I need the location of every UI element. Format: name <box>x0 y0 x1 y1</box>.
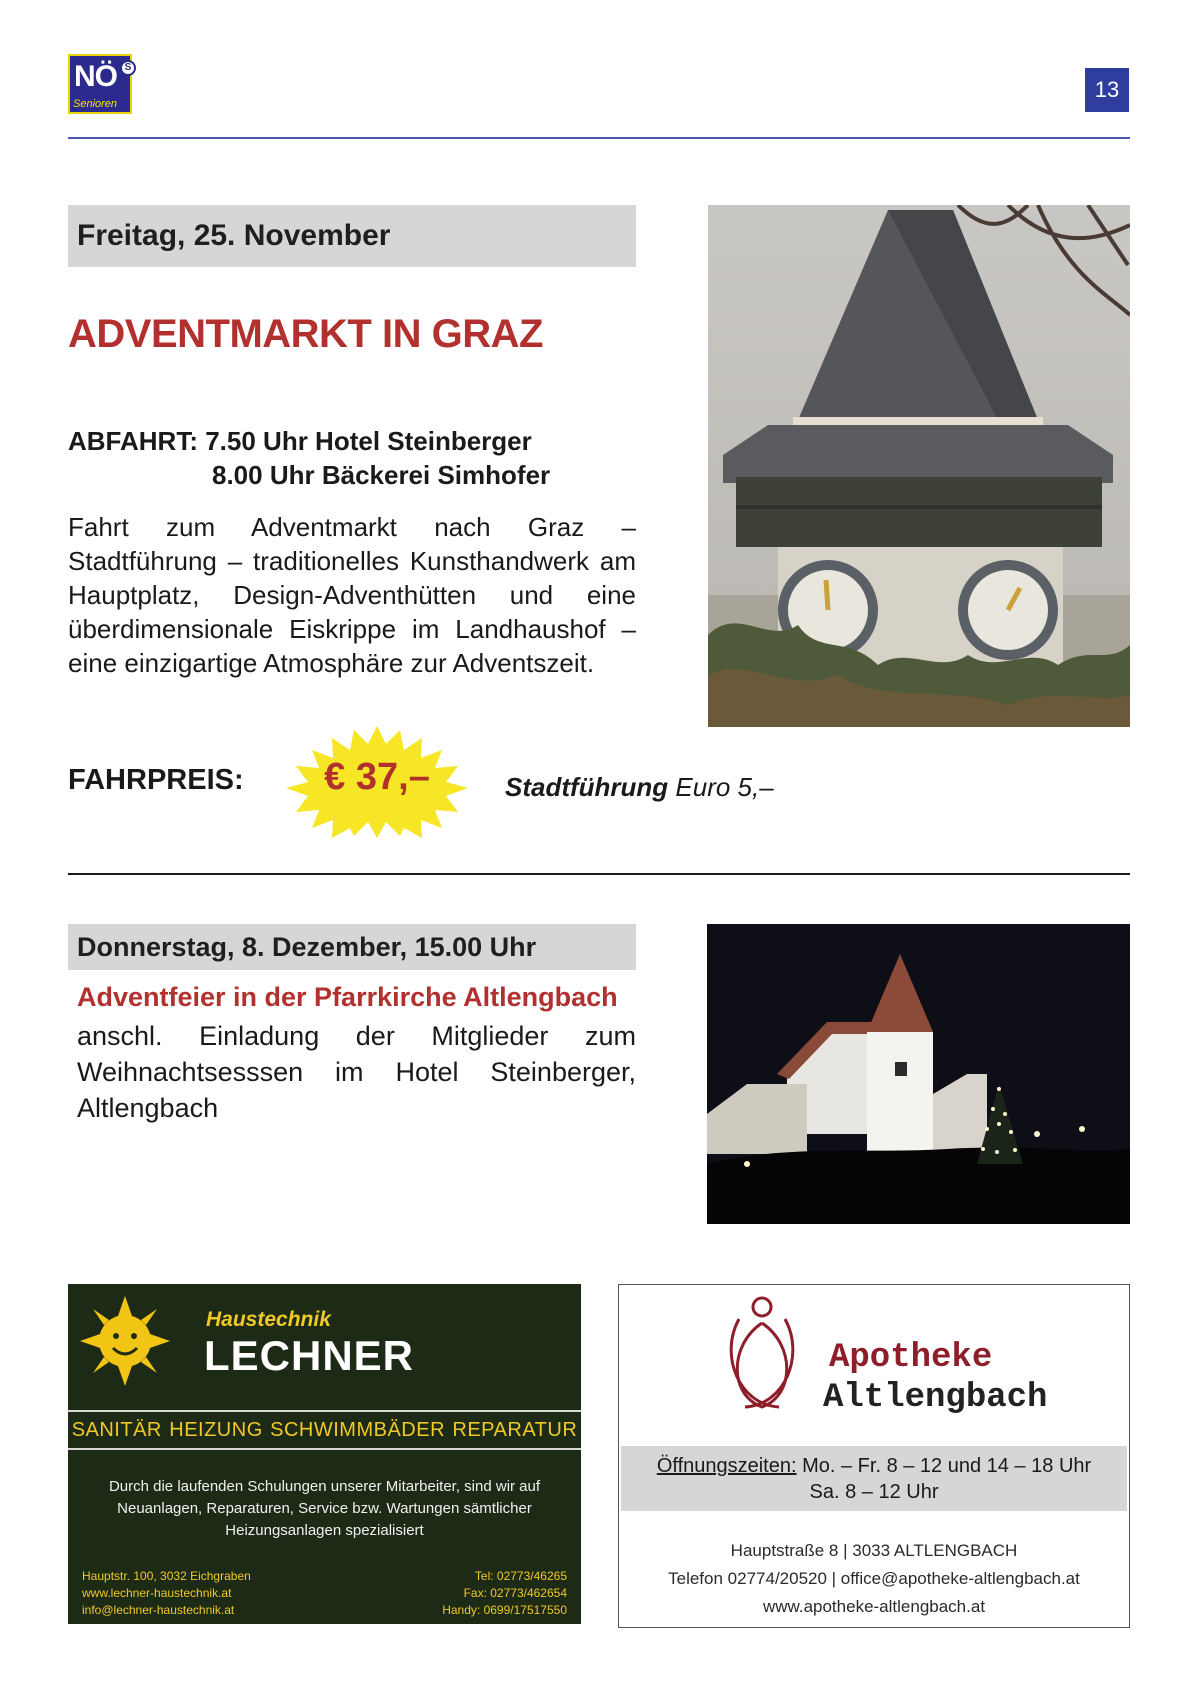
lechner-address: Hauptstr. 100, 3032 Eichgraben <box>82 1569 251 1583</box>
service-item: SCHWIMMBÄDER <box>270 1418 446 1441</box>
lechner-desc-line: Heizungsanlagen spezialisiert <box>225 1522 424 1539</box>
service-item: SANITÄR <box>71 1418 162 1441</box>
event1-price: € 37,– <box>324 756 430 798</box>
lechner-web: www.lechner-haustechnik.at <box>82 1586 232 1600</box>
lechner-fax: Fax: 02773/462654 <box>463 1586 567 1600</box>
header-divider <box>68 137 1130 139</box>
opening-hours-saturday: Sa. 8 – 12 Uhr <box>809 1481 939 1503</box>
fare-label: FAHRPREIS: <box>68 764 244 796</box>
city-tour-label: Stadtführung <box>505 772 669 802</box>
lechner-desc-line: Neuanlagen, Reparaturen, Service bzw. Wartungen sämtlicher <box>117 1500 532 1517</box>
apotheke-address: Hauptstraße 8 | 3033 ALTLENGBACH <box>730 1541 1018 1560</box>
lechner-subtitle: Haustechnik <box>206 1308 331 1331</box>
event1-departure-line1: ABFAHRT: 7.50 Uhr Hotel Steinberger <box>68 426 532 456</box>
logo-badge: S <box>120 60 136 76</box>
lechner-desc-line: Durch die laufenden Schulungen unserer Mitarbeiter, sind wir auf <box>108 1478 541 1495</box>
page-number: 13 <box>1085 68 1129 112</box>
lechner-handy: Handy: 0699/17517550 <box>442 1603 567 1617</box>
opening-hours-weekdays: Mo. – Fr. 8 – 12 und 14 – 18 Uhr <box>796 1455 1092 1477</box>
section-divider <box>68 873 1130 875</box>
opening-hours <box>621 1446 1127 1511</box>
lechner-email: info@lechner-haustechnik.at <box>82 1603 235 1617</box>
service-item: REPARATUR <box>452 1418 578 1441</box>
event2-title: Adventfeier in der Pfarrkirche Altlengbach <box>77 982 618 1012</box>
event2-description: anschl. Einladung der Mitglieder zum Weihnachtsesssen im Hotel Steinberger, Altlengbach <box>77 1021 636 1123</box>
smiling-sun-icon <box>80 1296 170 1386</box>
apotheke-name-line2: Altlengbach <box>823 1379 1048 1417</box>
event1-description: Fahrt zum Adventmarkt nach Graz – Stadtführung – traditionelles Kunsthandwerk am Hauptplatz, Design-Adventhütten und eine überdimensionale Eiskrippe im Landhaushof – eine einzigartige Atmosphäre zur Adventszeit. <box>68 512 636 678</box>
city-tour-price <box>505 772 774 803</box>
pharmacy-logo-icon <box>719 1295 805 1415</box>
event2-date-bar: Donnerstag, 8. Dezember, 15.00 Uhr <box>68 924 636 970</box>
apotheke-phone-email: Telefon 02774/20520 | office@apotheke-altlengbach.at <box>668 1569 1080 1588</box>
opening-hours-label: Öffnungszeiten: <box>656 1455 797 1477</box>
ad-haustechnik-lechner <box>68 1284 581 1624</box>
lechner-description <box>88 1476 561 1542</box>
service-item: HEIZUNG <box>169 1418 263 1441</box>
event1-date-bar: Freitag, 25. November <box>68 205 636 267</box>
event1-title: ADVENTMARKT IN GRAZ <box>68 312 543 356</box>
graz-clock-tower-photo <box>708 205 1130 727</box>
lechner-services <box>68 1410 581 1450</box>
apotheke-web: www.apotheke-altlengbach.at <box>762 1597 986 1616</box>
church-night-photo <box>707 924 1130 1224</box>
event1-departure-line2: 8.00 Uhr Bäckerei Simhofer <box>212 460 551 490</box>
ad-apotheke-altlengbach <box>618 1284 1130 1628</box>
lechner-tel: Tel: 02773/46265 <box>474 1569 567 1583</box>
logo-text: NÖ <box>74 60 117 93</box>
lechner-name: LECHNER <box>204 1332 415 1379</box>
apotheke-name-line1: Apotheke <box>829 1339 993 1377</box>
apotheke-contact <box>619 1537 1129 1621</box>
city-tour-amount: Euro 5,– <box>668 772 774 802</box>
logo-subtitle: Senioren <box>73 98 118 110</box>
seniors-logo <box>68 54 132 114</box>
